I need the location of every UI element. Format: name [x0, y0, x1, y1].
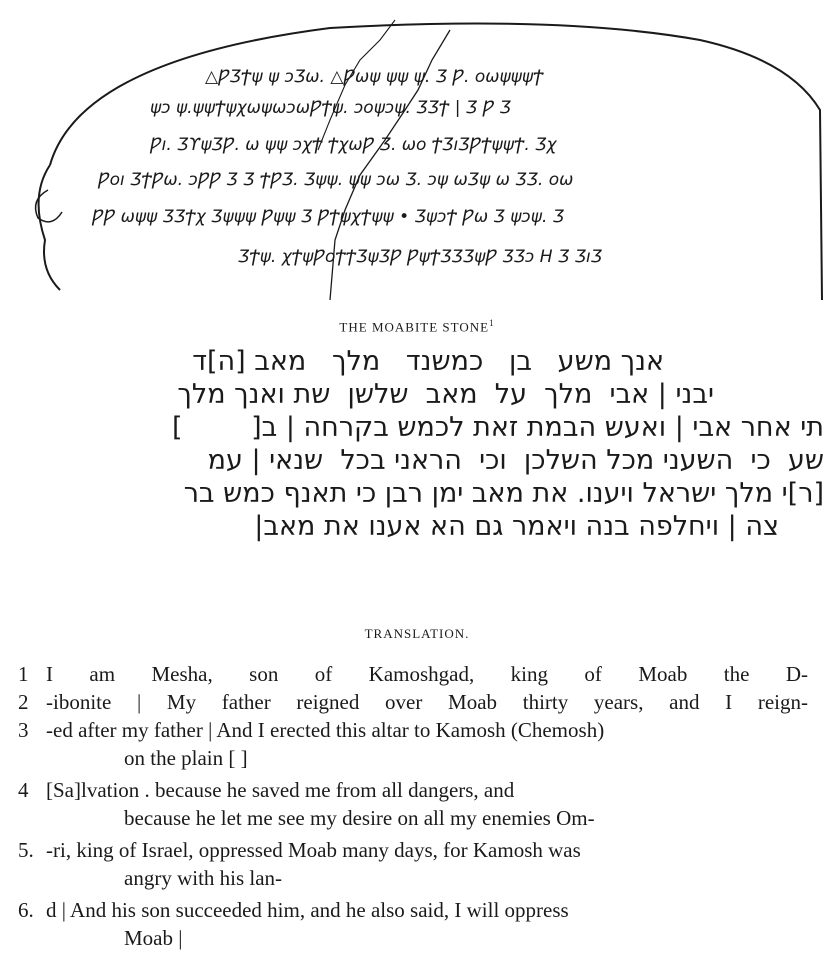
caption-footnote-mark: 1 — [489, 318, 495, 328]
hebrew-line: יבני | אבי מלך על מאב שלשן שת ואנך מלך — [177, 379, 714, 410]
line-continuation: Moab | — [124, 926, 183, 950]
hebrew-line: אנך משע בן כמשנד מלך מאב [ה]ד — [192, 346, 664, 377]
hebrew-line: תי אחר אבי | ואעש הבמת זאת לכמש בקרחה | ב[ ] — [171, 412, 824, 443]
line-text: -ibonite | My father reigned over Moab thirty years, and I reign- — [46, 690, 808, 714]
line-continuation: because he let me see my desire on all my enemies Om- — [124, 806, 595, 830]
translation-heading: TRANSLATION. — [364, 626, 470, 641]
line-continuation: on the plain [ ] — [124, 746, 248, 770]
line-number: 1 — [18, 662, 29, 686]
hebrew-transcription — [14, 345, 824, 543]
translation-line-2 — [18, 688, 808, 716]
translation-line-1 — [18, 660, 808, 688]
inscription-line: △ǷƷϮψ ψ ɔƷω. △Ƿωψ ψψ ψ. Ʒ Ƿ. οωψψψϮ — [205, 67, 544, 87]
figure-caption — [0, 318, 834, 335]
inscription-line: ƷϮψ. χϮψǷοϮϮƷψƷǷ ǷψϮƷƷƷψǷ ƷƷɔ H Ʒ ƷıƷ — [238, 247, 603, 267]
line-number: 3 — [18, 718, 29, 742]
line-text: -ed after my father | And I erected this altar to Kamosh (Chemosh) — [46, 718, 605, 742]
line-text: I am Mesha, son of Kamoshgad, king of Moab the D- — [46, 662, 808, 686]
translation-line-4 — [18, 776, 808, 832]
translation-line-6 — [18, 896, 808, 952]
translation-body — [18, 660, 808, 952]
caption-text: THE MOABITE STONE — [339, 319, 490, 335]
inscription-line: Ƿı. ƷϒψƷǷ. ω ψψ ɔχϮ ϮχωǷ Ʒ. ωο ϮƷıƷǷϮψψϮ. Ʒχ — [150, 135, 557, 155]
stone-outline — [0, 0, 834, 300]
moabite-stone-drawing — [0, 0, 834, 300]
hebrew-line: צה | ויחלפה בנה ויאמר גם הא אענו את מאב| — [254, 511, 779, 542]
inscription-line: ǷǷ ωψψ ƷƷϮχ Ʒψψψ Ƿψψ Ʒ ǷϮψχϮψψ • ƷψɔϮ Ƿω Ʒ ψɔψ. Ʒ — [92, 207, 565, 227]
inscription-line: ψɔ ψ.ψψϮψχωψωɔωǷϮψ. ɔοψɔψ. ƷƷϮ | Ʒ Ƿ Ʒ — [150, 98, 511, 118]
line-number: 6. — [18, 898, 34, 922]
line-text: d | And his son succeeded him, and he also said, I will oppress — [46, 898, 569, 922]
hebrew-line: שע כי השעני מכל השלכן וכי הראני בכל שנאי | עמ — [207, 445, 824, 476]
hebrew-line: [ר]י מלך ישראל ויענו. את מאב ימן רבן כי תאנף כמש בר — [183, 478, 824, 509]
line-text: -ri, king of Israel, oppressed Moab many days, for Kamosh was — [46, 838, 581, 862]
translation-line-5 — [18, 836, 808, 892]
line-text: [Sa]lvation . because he saved me from all dangers, and — [46, 778, 515, 802]
line-number: 5. — [18, 838, 34, 862]
line-number: 2 — [18, 690, 29, 714]
translation-line-3 — [18, 716, 808, 772]
inscription-line: Ƿοı ƷϮǷω. ɔǷǷ Ʒ Ʒ ϮǷƷ. Ʒψψ. ψψ ɔω Ʒ. ɔψ ωƷψ ω ƷƷ. οω — [98, 170, 574, 190]
line-number: 4 — [18, 778, 29, 802]
line-continuation: angry with his lan- — [124, 866, 283, 890]
